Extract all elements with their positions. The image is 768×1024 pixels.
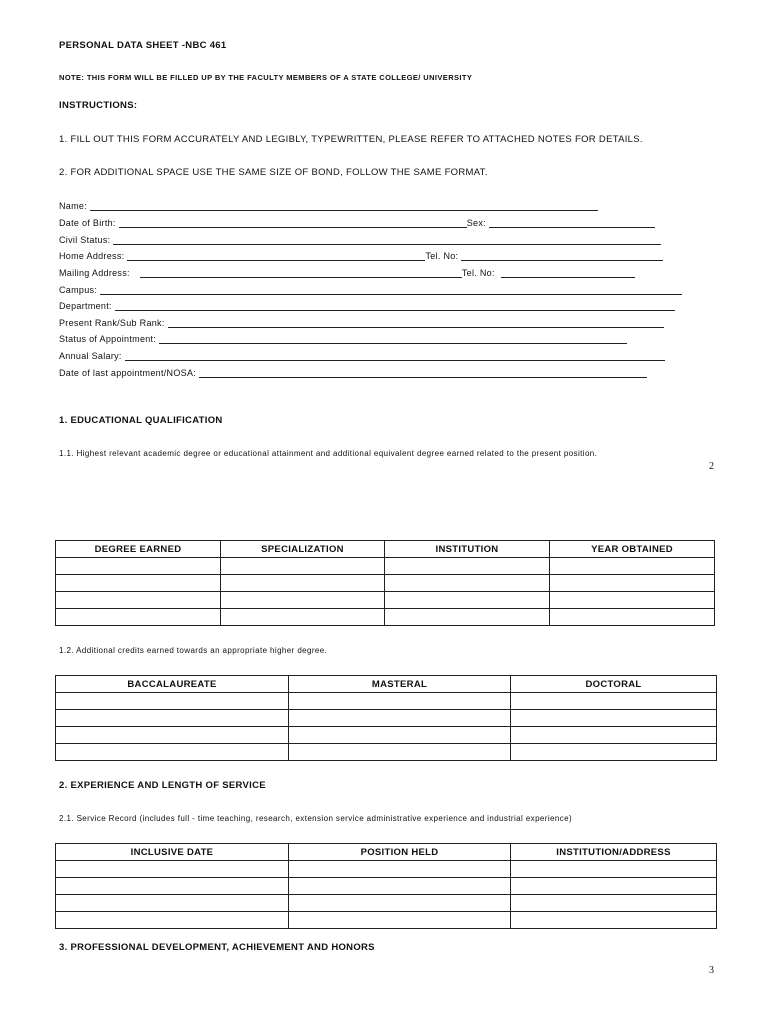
- table-row: [56, 558, 715, 575]
- form-note: NOTE: THIS FORM WILL BE FILLED UP BY THE FACULTY MEMBERS OF A STATE COLLEGE/ UNIVERSITY: [59, 73, 473, 82]
- table-cell[interactable]: [221, 592, 385, 609]
- dob-label: Date of Birth:: [59, 218, 116, 228]
- mailing-address-row: [59, 266, 635, 278]
- instruction-1: 1. FILL OUT THIS FORM ACCURATELY AND LEGIBLY, TYPEWRITTEN, PLEASE REFER TO ATTACHED NOTES FOR DETAILS.: [59, 134, 643, 145]
- degree-table: [55, 540, 715, 626]
- status-appointment-row: [59, 332, 627, 344]
- table-cell[interactable]: [385, 575, 550, 592]
- annual-salary-row: [59, 349, 665, 361]
- col-degree-earned: DEGREE EARNED: [56, 541, 221, 558]
- name-field[interactable]: [90, 202, 598, 211]
- table-cell[interactable]: [56, 575, 221, 592]
- instruction-2: 2. FOR ADDITIONAL SPACE USE THE SAME SIZE OF BOND, FOLLOW THE SAME FORMAT.: [59, 167, 488, 178]
- status-appointment-field[interactable]: [159, 335, 627, 344]
- table-row: [56, 727, 717, 744]
- table-cell[interactable]: [56, 861, 289, 878]
- table-cell[interactable]: [56, 693, 289, 710]
- department-row: [59, 299, 675, 311]
- campus-field[interactable]: [100, 286, 682, 295]
- table-cell[interactable]: [289, 727, 511, 744]
- col-inclusive-date: INCLUSIVE DATE: [56, 844, 289, 861]
- section-2-heading: 2. EXPERIENCE AND LENGTH OF SERVICE: [59, 780, 266, 791]
- table-cell[interactable]: [56, 710, 289, 727]
- table-cell[interactable]: [56, 727, 289, 744]
- page-mark-2: 2: [709, 461, 714, 472]
- table-cell[interactable]: [56, 878, 289, 895]
- table-header-row: [56, 541, 715, 558]
- section-1-1-text: 1.1. Highest relevant academic degree or educational attainment and additional equivalent degree earned related to the present position.: [59, 449, 598, 458]
- table-cell[interactable]: [56, 558, 221, 575]
- col-position-held: POSITION HELD: [289, 844, 511, 861]
- table-cell[interactable]: [511, 710, 717, 727]
- sex-label: Sex:: [466, 218, 486, 228]
- present-rank-row: [59, 316, 664, 328]
- section-3-heading: 3. PROFESSIONAL DEVELOPMENT, ACHIEVEMENT AND HONORS: [59, 942, 375, 953]
- table-row: [56, 744, 717, 761]
- table-cell[interactable]: [289, 912, 511, 929]
- name-label: Name:: [59, 201, 88, 211]
- instructions-heading: INSTRUCTIONS:: [59, 100, 138, 111]
- table-cell[interactable]: [550, 592, 715, 609]
- col-masteral: MASTERAL: [289, 676, 511, 693]
- credits-table: [55, 675, 717, 761]
- service-record-table: [55, 843, 717, 929]
- mailing-address-label: Mailing Address:: [59, 268, 130, 278]
- dob-field[interactable]: [119, 219, 467, 228]
- sex-field[interactable]: [489, 219, 655, 228]
- tel-no-field-1[interactable]: [461, 252, 663, 261]
- section-1-heading: 1. EDUCATIONAL QUALIFICATION: [59, 415, 223, 426]
- table-cell[interactable]: [289, 710, 511, 727]
- dob-row: [59, 216, 655, 228]
- table-cell[interactable]: [289, 861, 511, 878]
- col-specialization: SPECIALIZATION: [221, 541, 385, 558]
- table-cell[interactable]: [511, 861, 717, 878]
- table-row: [56, 693, 717, 710]
- table-cell[interactable]: [56, 744, 289, 761]
- department-label: Department:: [59, 301, 112, 311]
- last-appointment-field[interactable]: [199, 369, 647, 378]
- present-rank-label: Present Rank/Sub Rank:: [59, 318, 165, 328]
- table-row: [56, 912, 717, 929]
- home-address-label: Home Address:: [59, 251, 125, 261]
- last-appointment-label: Date of last appointment/NOSA:: [59, 368, 197, 378]
- tel-no-label-1: Tel. No:: [425, 251, 459, 261]
- section-1-2-text: 1.2. Additional credits earned towards an appropriate higher degree.: [59, 646, 328, 655]
- page-number: 3: [709, 965, 714, 976]
- table-cell[interactable]: [56, 609, 221, 626]
- table-cell[interactable]: [221, 609, 385, 626]
- page-title: PERSONAL DATA SHEET -NBC 461: [59, 40, 227, 51]
- home-address-row: [59, 249, 663, 261]
- table-header-row: [56, 676, 717, 693]
- table-cell[interactable]: [56, 592, 221, 609]
- home-address-field[interactable]: [127, 252, 425, 261]
- table-cell[interactable]: [56, 895, 289, 912]
- name-row: [59, 199, 598, 211]
- present-rank-field[interactable]: [168, 319, 664, 328]
- annual-salary-label: Annual Salary:: [59, 351, 122, 361]
- col-institution: INSTITUTION: [385, 541, 550, 558]
- table-row: [56, 878, 717, 895]
- table-cell[interactable]: [385, 609, 550, 626]
- status-appointment-label: Status of Appointment:: [59, 334, 157, 344]
- table-row: [56, 895, 717, 912]
- table-cell[interactable]: [511, 693, 717, 710]
- civil-status-row: [59, 233, 661, 245]
- table-row: [56, 710, 717, 727]
- col-baccalaureate: BACCALAUREATE: [56, 676, 289, 693]
- department-field[interactable]: [115, 302, 675, 311]
- section-2-1-text: 2.1. Service Record (includes full - time teaching, research, extension service administrative experience and industrial experience): [59, 814, 573, 823]
- table-row: [56, 609, 715, 626]
- table-cell[interactable]: [385, 592, 550, 609]
- table-cell[interactable]: [289, 693, 511, 710]
- tel-no-field-2[interactable]: [501, 269, 635, 278]
- table-cell[interactable]: [289, 895, 511, 912]
- table-cell[interactable]: [511, 878, 717, 895]
- table-header-row: [56, 844, 717, 861]
- table-cell[interactable]: [550, 558, 715, 575]
- table-row: [56, 575, 715, 592]
- col-year-obtained: YEAR OBTAINED: [550, 541, 715, 558]
- annual-salary-field[interactable]: [125, 352, 665, 361]
- table-cell[interactable]: [289, 878, 511, 895]
- mailing-address-field[interactable]: [140, 269, 462, 278]
- table-cell[interactable]: [289, 744, 511, 761]
- last-appointment-row: [59, 366, 647, 378]
- table-cell[interactable]: [221, 558, 385, 575]
- campus-label: Campus:: [59, 285, 98, 295]
- tel-no-label-2: Tel. No:: [461, 268, 495, 278]
- table-cell[interactable]: [511, 727, 717, 744]
- table-cell[interactable]: [511, 912, 717, 929]
- table-cell[interactable]: [511, 744, 717, 761]
- table-cell[interactable]: [511, 895, 717, 912]
- col-institution-address: INSTITUTION/ADDRESS: [511, 844, 717, 861]
- table-cell[interactable]: [385, 558, 550, 575]
- table-row: [56, 592, 715, 609]
- table-cell[interactable]: [550, 575, 715, 592]
- table-cell[interactable]: [550, 609, 715, 626]
- table-cell[interactable]: [221, 575, 385, 592]
- table-row: [56, 861, 717, 878]
- campus-row: [59, 283, 682, 295]
- civil-status-field[interactable]: [113, 236, 661, 245]
- civil-status-label: Civil Status:: [59, 235, 111, 245]
- col-doctoral: DOCTORAL: [511, 676, 717, 693]
- table-cell[interactable]: [56, 912, 289, 929]
